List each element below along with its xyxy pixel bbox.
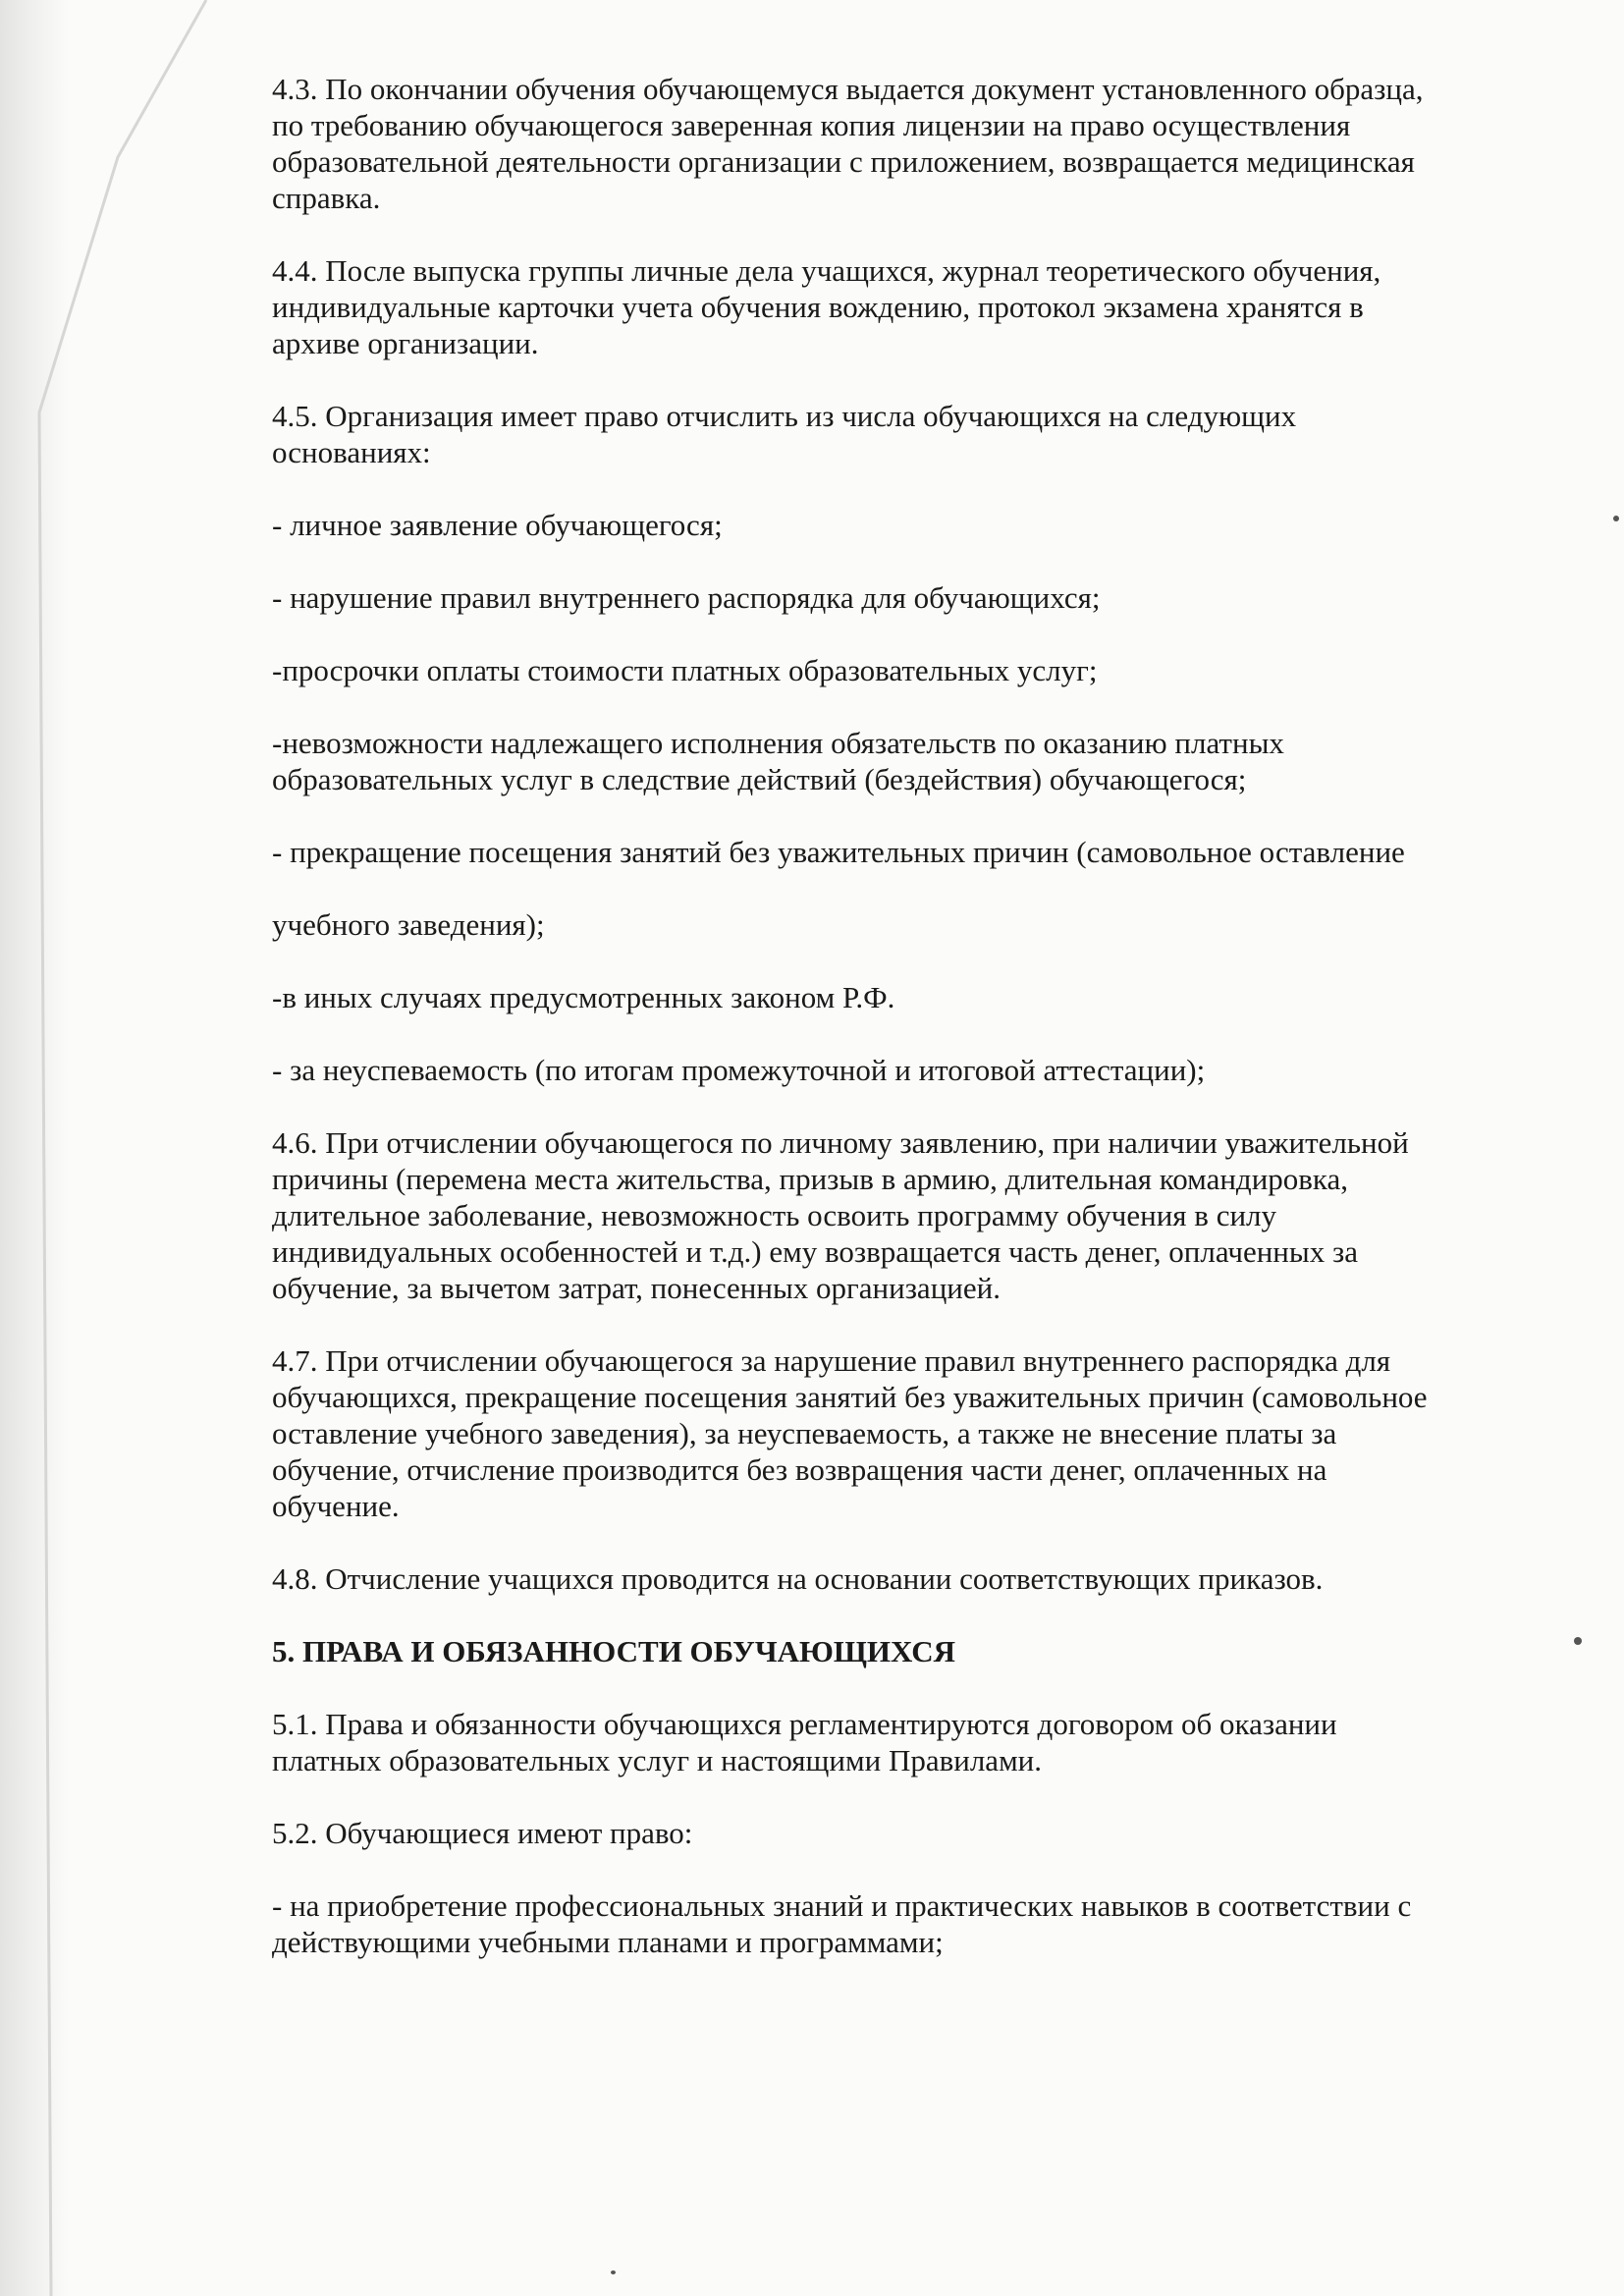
scan-speck: [611, 2270, 616, 2274]
text-line: 4.3. По окончании обучения обучающемуся выдается документ установленного образца,: [272, 72, 1424, 106]
document-body: [272, 71, 1539, 1960]
text-line: 4.6. При отчислении обучающегося по личному заявлению, при наличии уважительной: [272, 1125, 1409, 1160]
text-line: длительное заболевание, невозможность освоить программу обучения в силу: [272, 1198, 1277, 1232]
text-line: по требованию обучающегося заверенная копия лицензии на право осуществления: [272, 108, 1351, 142]
scan-speck: [1574, 1637, 1582, 1645]
text-line: -невозможности надлежащего исполнения обязательств по оказанию платных: [272, 726, 1284, 760]
text-line: действующими учебными планами и программами;: [272, 1925, 944, 1959]
section-5-heading: 5. ПРАВА И ОБЯЗАННОСТИ ОБУЧАЮЩИХСЯ: [272, 1634, 956, 1668]
text-line: 4.4. После выпуска группы личные дела учащихся, журнал теоретического обучения,: [272, 253, 1381, 288]
text-line: платных образовательных услуг и настоящими Правилами.: [272, 1743, 1043, 1777]
text-line: обучающихся, прекращение посещения занятий без уважительных причин (самовольное: [272, 1380, 1428, 1414]
paragraph-4-7: [272, 1342, 1539, 1524]
paragraph-4-3: [272, 71, 1539, 216]
ground-item-personal-request: - личное заявление обучающегося;: [272, 508, 723, 542]
text-line: учебного заведения);: [272, 907, 545, 942]
paragraph-4-8: 4.8. Отчисление учащихся проводится на основании соответствующих приказов.: [272, 1561, 1324, 1596]
ground-item-payment-delay: -просрочки оплаты стоимости платных образовательных услуг;: [272, 653, 1098, 687]
text-line: обучение, за вычетом затрат, понесенных организацией.: [272, 1271, 1001, 1305]
text-line: образовательных услуг в следствие действий (бездействия) обучающегося;: [272, 762, 1247, 796]
ground-item-poor-progress: - за неуспеваемость (по итогам промежуточной и итоговой аттестации);: [272, 1053, 1206, 1087]
text-line: - на приобретение профессиональных знаний и практических навыков в соответствии с: [272, 1888, 1412, 1923]
paragraph-5-1: [272, 1706, 1539, 1778]
paragraph-5-2-item-1: [272, 1887, 1539, 1960]
text-line: индивидуальных особенностей и т.д.) ему возвращается часть денег, оплаченных за: [272, 1234, 1358, 1269]
paragraph-4-4: [272, 252, 1539, 361]
paragraph-4-5: [272, 398, 1539, 470]
text-line: архиве организации.: [272, 326, 539, 360]
text-line: справка.: [272, 181, 381, 215]
ground-item-other-cases: -в иных случаях предусмотренных законом Р.Ф.: [272, 980, 895, 1014]
scan-speck: [1613, 516, 1619, 521]
text-line: - прекращение посещения занятий без уважительных причин (самовольное оставление: [272, 835, 1405, 869]
ground-item-absence: [272, 834, 1539, 943]
text-line: индивидуальные карточки учета обучения вождению, протокол экзамена хранятся в: [272, 290, 1364, 324]
text-line: 5.1. Права и обязанности обучающихся регламентируются договором об оказании: [272, 1707, 1337, 1741]
text-line: оставление учебного заведения), за неуспеваемость, а также не внесение платы за: [272, 1416, 1337, 1450]
ground-item-impossibility: [272, 725, 1539, 797]
text-line: причины (перемена места жительства, призыв в армию, длительная командировка,: [272, 1162, 1349, 1196]
paragraph-5-2: 5.2. Обучающиеся имеют право:: [272, 1816, 693, 1850]
ground-item-rules-violation: - нарушение правил внутреннего распорядка для обучающихся;: [272, 580, 1101, 615]
text-line: образовательной деятельности организации с приложением, возвращается медицинская: [272, 144, 1415, 179]
paragraph-4-6: [272, 1124, 1539, 1306]
text-line: 4.7. При отчислении обучающегося за нарушение правил внутреннего распорядка для: [272, 1343, 1391, 1378]
text-line: 4.5. Организация имеет право отчислить из числа обучающихся на следующих: [272, 399, 1297, 433]
text-line: обучение, отчисление производится без возвращения части денег, оплаченных на: [272, 1452, 1327, 1487]
text-line: основаниях:: [272, 435, 431, 469]
text-line: обучение.: [272, 1489, 400, 1523]
